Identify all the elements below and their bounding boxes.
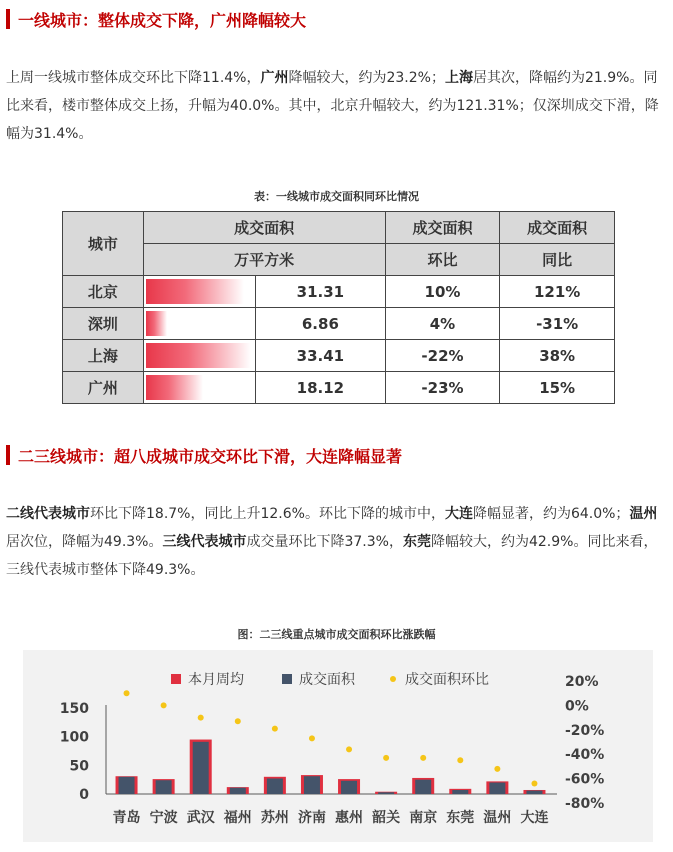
s2-text-5: 降幅较大，约为42.9%。同比来看，三线代表城市整体下降49.3%。 (6, 534, 658, 578)
table-caption: 表：一线城市成交面积同环比情况 (254, 190, 419, 203)
bar-deal-area (230, 788, 246, 794)
row-area: 31.31 (256, 276, 386, 308)
header-yoy: 成交面积 (500, 212, 615, 244)
bar-deal-area (156, 780, 172, 794)
bar-deal-area (415, 780, 431, 794)
row-area: 33.41 (256, 340, 386, 372)
row-area-bar-cell (143, 276, 255, 308)
bar-deal-area (489, 783, 505, 794)
area-data-bar (146, 343, 251, 368)
s2-bold-1: 二线代表城市 (6, 506, 90, 522)
tier1-table (62, 211, 615, 404)
row-city: 广州 (63, 372, 144, 404)
area-data-bar (146, 311, 168, 336)
section1-heading (6, 8, 306, 30)
row-yoy: 15% (500, 372, 615, 404)
s2-bold-dalian: 大连 (444, 506, 473, 522)
header-unit: 万平方米 (143, 244, 385, 276)
legend-label-mom-change: 成交面积环比 (405, 672, 489, 688)
y-left-tick-label: 100 (59, 729, 89, 746)
row-area: 6.86 (256, 308, 386, 340)
s1-text-1: 上周一线城市整体成交环比下降11.4%， (6, 70, 261, 86)
table-row (63, 276, 615, 308)
x-tick-label: 韶关 (372, 810, 401, 826)
row-yoy: -31% (500, 308, 615, 340)
heading-accent-bar (6, 445, 10, 465)
row-yoy: 38% (500, 340, 615, 372)
dot-mom-change (531, 780, 537, 786)
x-tick-label: 大连 (520, 810, 549, 826)
dot-mom-change (161, 702, 167, 708)
legend-label-weekly-avg: 本月周均 (188, 672, 244, 688)
dot-mom-change (346, 746, 352, 752)
x-tick-label: 南京 (409, 810, 438, 826)
section2-title: 二三线城市：超八成城市成交环比下滑，大连降幅显著 (18, 446, 403, 466)
x-tick-label: 惠州 (335, 810, 364, 826)
dot-mom-change (198, 715, 204, 721)
dot-mom-change (272, 726, 278, 732)
row-mom: 4% (385, 308, 500, 340)
s2-bold-wenzhou: 温州 (629, 506, 658, 522)
bar-chart (23, 650, 653, 842)
s1-text-2: 降幅较大，约为23.2%； (288, 70, 445, 86)
header-mom-sub: 环比 (385, 244, 500, 276)
dot-mom-change (457, 757, 463, 763)
x-tick-label: 济南 (297, 810, 326, 826)
bar-deal-area (526, 791, 542, 794)
chart-container (23, 650, 653, 842)
chart-caption: 图：二三线重点城市成交面积环比涨跌幅 (237, 628, 436, 641)
s2-text-3: 居次位，降幅为49.3%。 (6, 534, 163, 550)
dot-mom-change (309, 735, 315, 741)
bar-deal-area (267, 779, 283, 794)
dot-mom-change (494, 766, 500, 772)
row-area-bar-cell (143, 372, 255, 404)
y-right-tick-label: -40% (565, 747, 605, 764)
bar-deal-area (452, 790, 468, 794)
table-row (63, 340, 615, 372)
row-mom: -22% (385, 340, 500, 372)
section1-paragraph (6, 64, 668, 148)
header-yoy-sub: 同比 (500, 244, 615, 276)
legend-swatch-deal-area (282, 674, 292, 684)
y-right-tick-label: 20% (565, 674, 599, 690)
table-row (63, 308, 615, 340)
dot-mom-change (383, 755, 389, 761)
s1-bold-shanghai: 上海 (444, 70, 473, 86)
row-mom: -23% (385, 372, 500, 404)
section2-heading (6, 444, 402, 466)
dot-mom-change (124, 690, 130, 696)
y-left-tick-label: 150 (59, 701, 89, 717)
x-tick-label: 青岛 (112, 810, 141, 826)
header-area: 成交面积 (143, 212, 385, 244)
legend-label-deal-area: 成交面积 (299, 672, 355, 688)
s2-bold-dongguan: 东莞 (402, 534, 431, 550)
row-area: 18.12 (256, 372, 386, 404)
area-data-bar (146, 375, 203, 400)
row-city: 上海 (63, 340, 144, 372)
header-city: 城市 (63, 212, 144, 276)
s2-bold-tier3: 三线代表城市 (162, 534, 247, 550)
y-right-tick-label: 0% (565, 698, 589, 715)
row-area-bar-cell (143, 308, 255, 340)
s2-text-1: 环比下降18.7%，同比上升12.6%。环比下降的城市中， (90, 506, 445, 522)
s2-text-4: 成交量环比下降37.3%， (246, 534, 403, 550)
x-tick-label: 苏州 (260, 810, 289, 826)
y-right-tick-label: -80% (565, 796, 605, 812)
bar-deal-area (341, 781, 357, 794)
row-mom: 10% (385, 276, 500, 308)
row-yoy: 121% (500, 276, 615, 308)
y-right-tick-label: -20% (565, 722, 605, 739)
row-area-bar-cell (143, 340, 255, 372)
header-mom: 成交面积 (385, 212, 500, 244)
x-tick-label: 温州 (483, 810, 512, 826)
dot-mom-change (420, 755, 426, 761)
section2-paragraph (6, 500, 668, 584)
s2-text-2: 降幅显著，约为64.0%； (472, 506, 630, 522)
s1-text-3: 居其次，降幅约为21.9%。同比来看，楼市整体成交上扬，升幅为40.0%。其中，北京升幅较大，约为121.31%；仅深圳成交下滑，降幅为31.4%。 (6, 70, 659, 142)
row-city: 北京 (63, 276, 144, 308)
x-tick-label: 宁波 (149, 810, 178, 826)
legend-swatch-weekly-avg (171, 674, 181, 684)
s1-bold-guangzhou: 广州 (260, 70, 289, 86)
section1-title: 一线城市：整体成交下降，广州降幅较大 (18, 10, 307, 30)
x-tick-label: 东莞 (446, 810, 475, 826)
y-left-tick-label: 50 (69, 758, 89, 775)
y-right-tick-label: -60% (565, 771, 605, 788)
bar-deal-area (119, 777, 135, 794)
table-row (63, 372, 615, 404)
bar-deal-area (304, 776, 320, 794)
legend-swatch-mom-change (390, 676, 396, 682)
dot-mom-change (235, 718, 241, 724)
y-left-tick-label: 0 (79, 787, 89, 803)
bar-deal-area (193, 742, 209, 794)
bar-deal-area (378, 792, 394, 794)
heading-accent-bar (6, 9, 10, 29)
area-data-bar (146, 279, 244, 304)
x-tick-label: 武汉 (186, 810, 215, 826)
x-tick-label: 福州 (223, 810, 252, 826)
row-city: 深圳 (63, 308, 144, 340)
